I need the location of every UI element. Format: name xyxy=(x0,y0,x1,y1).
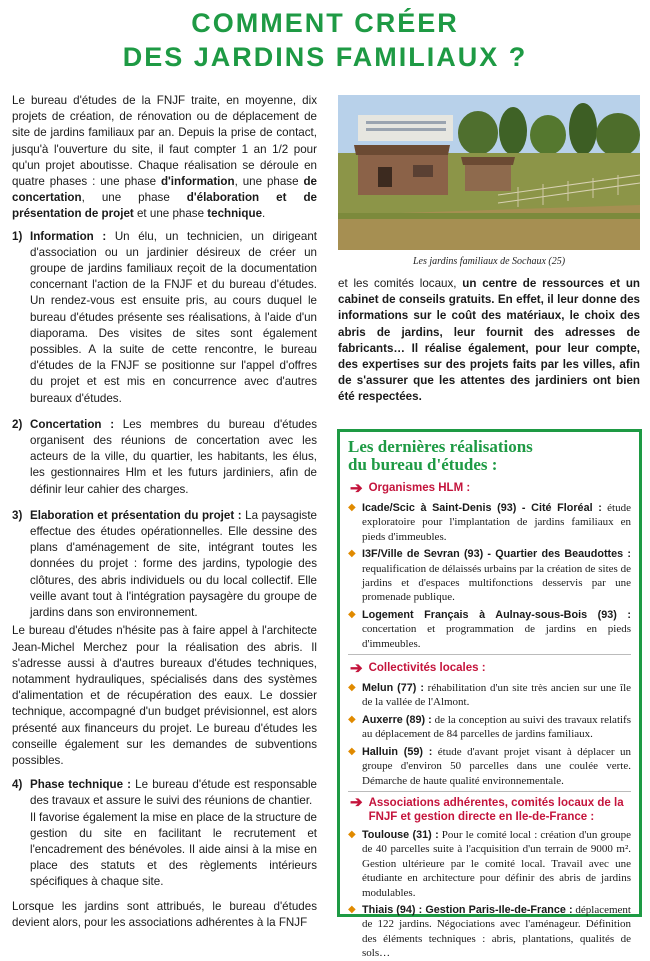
photo-caption: Les jardins familiaux de Sochaux (25) xyxy=(412,256,566,267)
list-item: ◆ Thiais (94) : Gestion Paris-Ile-de-France : déplacement de 122 jardins. Négociations avec l'aménageur. Définition des éléments techniques : abris, plantations, qualités de sols… xyxy=(348,903,631,960)
diamond-bullet-icon: ◆ xyxy=(348,548,356,560)
closing-right-paragraph: et les comités locaux, un centre de ressources et un cabinet de conseils gratuits. En effet, il leur donne des informations sur le coût des matériaux, le choix des abris de jardins, leur fournit des adresses de fabricants… Il réalise également, pour leur compte, des expertises sur des projets faits par les villes, afin de s'assurer que les attentes des jardiniers ont bien été respectées. xyxy=(338,277,640,404)
garden-photo xyxy=(338,95,640,250)
diamond-bullet-icon: ◆ xyxy=(348,828,356,840)
closing-left-paragraph: Lorsque les jardins sont attribués, le bureau d'études devient alors, pour les associations adhérentes à la FNJF xyxy=(12,899,317,929)
category-hlm: ➔ Organismes HLM : xyxy=(350,480,471,497)
title-line-1: COMMENT CRÉER xyxy=(191,8,459,38)
section-elaboration: 3) Elaboration et présentation du projet : La paysagiste effectue des études opérationnelles. Elle dessine des plans d'aménagement de site, intégrant toutes les données du projet : forme des jardins, typologie des clôtures, des abris individuels ou du local collectif. Elle veille avant tout à l'intégration paysagère du groupe de jardins dans son environnement. xyxy=(12,508,317,620)
diamond-bullet-icon: ◆ xyxy=(348,502,356,513)
realisations-box xyxy=(337,429,642,960)
diamond-bullet-icon: ◆ xyxy=(348,713,356,725)
diamond-bullet-icon: ◆ xyxy=(348,608,356,620)
left-column xyxy=(12,93,317,937)
page-title xyxy=(0,6,650,74)
list-item: ◆ Halluin (59) : étude d'avant projet visant à déplacer un groupe d'environ 50 parcelles dans une coulée verte. Démarche de haute qualité environnementale. xyxy=(348,745,631,787)
diamond-bullet-icon: ◆ xyxy=(348,745,356,757)
list-item: ◆ Icade/Scic à Saint-Denis (93) - Cité Floréal : étude exploratoire pour l'implantation de jardins familiaux en pieds d'immeubles. xyxy=(348,502,631,543)
section-concertation: 2) Concertation : Les membres du bureau d'études organisent des réunions de concertation avec les acteurs de la ville, du quartier, les habitants, les élus, les gestionnaires Hlm et les futurs jardiniers, afin de définir leur cahier des charges. xyxy=(12,417,317,496)
section-technique: 4) Phase technique : Le bureau d'étude est responsable des travaux et assure le suivi des réunions de chantier. Il favorise également la mise en place de la structure de gestion du site en facilitant le recrutement et l'encadrement des bénévoles. Il aide ainsi à la mise en place des statuts et des règlements intérieurs spécifiques à chaque site. xyxy=(12,778,317,889)
intro-paragraph: Le bureau d'études de la FNJF traite, en moyenne, dix projets de création, de rénovation ou de déplacement de site de jardins familiaux par an. Depuis la prise de contact, jusqu'à l'ouverture du site, il faut compter 1 an 1/2 pour qu'un projet aboutisse. Chaque réalisation se déroule en quatre phases : une phase d'information, une phase de concertation, une phase d'élaboration et de présentation de projet et une phase technique. xyxy=(12,94,317,221)
garden-photo-illustration xyxy=(338,95,640,250)
category-associations: ➔ Associations adhérentes, comités locaux de la FNJF et gestion directe en Ile-de-France : xyxy=(350,793,624,823)
section-information: 1) Information : Un élu, un technicien, un dirigeant d'association ou un jardinier désireux de créer un groupe de jardins familiaux reçoit de la documentation concernant l'action de la FNJF et du bureau d'études. Un rendez-vous est ensuite pris, au cours duquel le bureau d'études présente ses réalisations, à l'aide d'un diaporama. Des visites de sites sont également possibles. A la suite de cette rencontre, le bureau d'études de la FNJF se positionne sur l'appel d'offres du projet et est mis en concurrence avec d'autres bureaux d'études. xyxy=(12,229,317,405)
divider xyxy=(348,791,631,792)
list-item: ◆ Melun (77) : réhabilitation d'un site très ancien sur une île de la vallée de l'Almont. xyxy=(348,682,632,709)
title-line-2: DES JARDINS FAMILIAUX ? xyxy=(122,42,528,72)
box-title: Les dernières réalisations du bureau d'études : xyxy=(348,437,533,474)
right-arrow-icon: ➔ xyxy=(350,793,363,811)
list-item: ◆ Logement Français à Aulnay-sous-Bois (93) : concertation et programmation de jardins en pieds d'immeubles. xyxy=(348,608,631,650)
list-item: ◆ Auxerre (89) : de la conception au suivi des travaux relatifs au déplacement de 84 parcelles de jardins familiaux. xyxy=(348,713,631,741)
diamond-bullet-icon: ◆ xyxy=(348,903,356,915)
divider xyxy=(348,654,631,655)
right-arrow-icon: ➔ xyxy=(350,480,363,497)
list-item: ◆ Toulouse (31) : Pour le comité local : création d'un groupe de 40 parcelles suite à l'acquisition d'un terrain de 9000 m². Gestion ultérieure par le comité local. Travail avec une étudiante en architecture pour définir des abris de jardins modulables. xyxy=(348,828,631,899)
category-collectivites: ➔ Collectivités locales : xyxy=(350,660,486,678)
list-item: ◆ I3F/Ville de Sevran (93) - Quartier des Beaudottes : requalification de délaissés urbains par la création de sites de jardins et d'espaces multifonctions desservis par une promenade publique. xyxy=(348,548,631,604)
right-arrow-icon: ➔ xyxy=(350,660,363,678)
architect-paragraph: Le bureau d'études n'hésite pas à faire appel à l'architecte Jean-Michel Merchez pour la réalisation des abris. Il s'adresse aussi à d'autres bureaux d'études techniques, notamment hydrauliques, spécialisés dans des systèmes d'alimentation et de récupération des eaux. Le dossier technique, accompagné d'un budget prévisionnel, est alors présenté aux financeurs du projet. Le bureau d'études les conseille également sur les demandes de subventions possibles. xyxy=(12,624,317,767)
diamond-bullet-icon: ◆ xyxy=(348,682,356,694)
